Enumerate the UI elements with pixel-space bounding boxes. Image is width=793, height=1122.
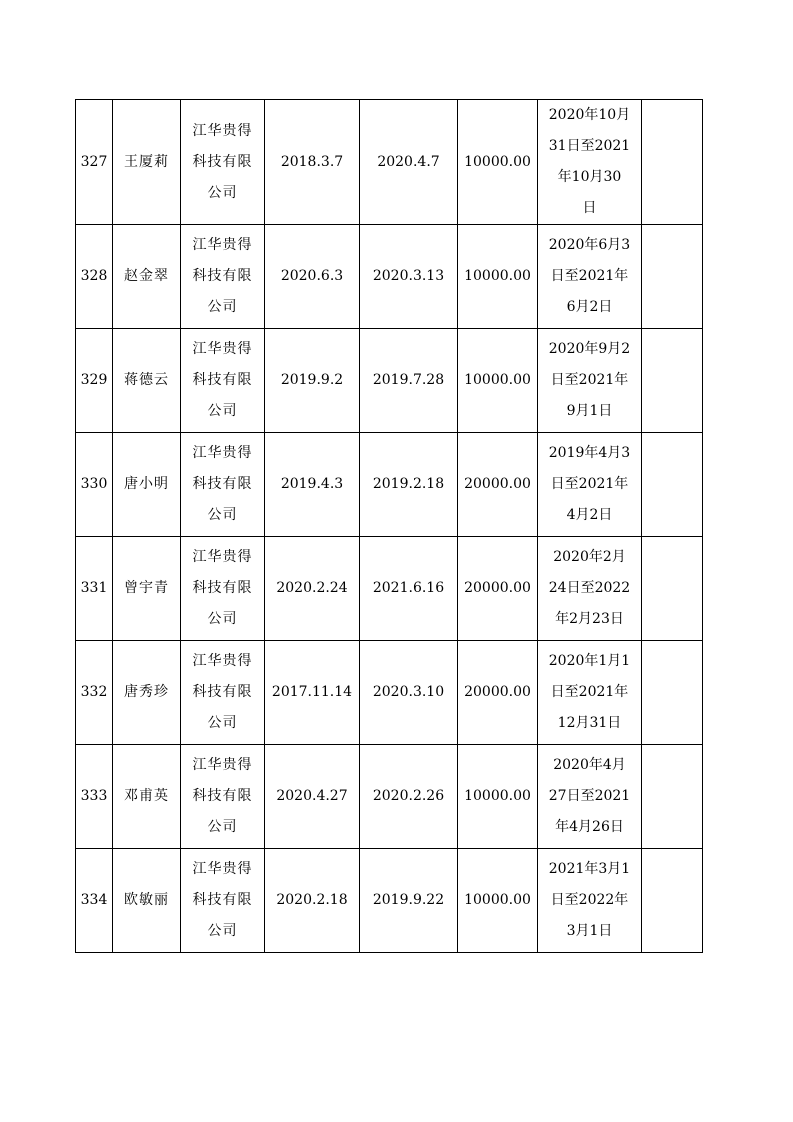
date-cell-1: 2020.4.27 (265, 745, 360, 849)
period-cell (538, 537, 642, 641)
note-cell (642, 641, 703, 745)
date-cell-1: 2020.2.18 (265, 849, 360, 953)
period-cell (538, 329, 642, 433)
row-number-cell: 328 (76, 225, 113, 329)
period-line: 3月1日 (566, 923, 613, 939)
row-number-cell: 330 (76, 433, 113, 537)
period-line: 2020年10月 (548, 107, 631, 123)
date-cell-2: 2020.3.10 (360, 641, 458, 745)
row-number-cell: 329 (76, 329, 113, 433)
period-cell (538, 225, 642, 329)
company-line: 江华贵得 (192, 122, 253, 139)
table-row (76, 849, 703, 953)
note-cell (642, 433, 703, 537)
person-name-cell: 赵金翠 (113, 225, 181, 329)
company-line: 公司 (207, 507, 238, 523)
row-number-cell: 333 (76, 745, 113, 849)
period-cell (538, 100, 642, 225)
period-line: 日至2021年 (550, 372, 629, 388)
amount-cell: 10000.00 (458, 745, 538, 849)
amount-cell: 10000.00 (458, 100, 538, 225)
company-cell (181, 745, 265, 849)
note-cell (642, 329, 703, 433)
company-cell (181, 433, 265, 537)
period-cell (538, 745, 642, 849)
company-line: 公司 (207, 819, 238, 835)
records-table-body (76, 100, 703, 953)
note-cell (642, 745, 703, 849)
company-cell (181, 329, 265, 433)
company-cell (181, 100, 265, 225)
amount-cell: 20000.00 (458, 641, 538, 745)
date-cell-1: 2019.4.3 (265, 433, 360, 537)
period-line: 2019年4月3 (548, 445, 631, 461)
period-line: 9月1日 (566, 403, 613, 419)
company-line: 公司 (207, 403, 238, 419)
period-line: 2020年4月 (553, 757, 626, 773)
company-line: 江华贵得 (192, 237, 253, 253)
note-cell (642, 849, 703, 953)
company-line: 江华贵得 (192, 653, 253, 669)
row-number-cell: 327 (76, 100, 113, 225)
period-line: 2020年9月2 (548, 341, 631, 357)
period-line: 2020年1月1 (548, 653, 631, 669)
person-name-cell: 邓甫英 (113, 745, 181, 849)
period-line: 年4月26日 (555, 819, 624, 835)
date-cell-1: 2018.3.7 (265, 100, 360, 225)
period-line: 27日至2021 (548, 788, 631, 804)
period-line: 日至2021年 (550, 268, 629, 284)
period-line: 31日至2021 (548, 138, 631, 154)
period-line: 年2月23日 (555, 611, 624, 627)
date-cell-2: 2021.6.16 (360, 537, 458, 641)
company-line: 公司 (207, 299, 238, 315)
person-name-cell: 曾宇青 (113, 537, 181, 641)
table-row (76, 641, 703, 745)
period-line: 日至2022年 (550, 892, 629, 908)
period-line: 年10月30 (557, 169, 622, 185)
date-cell-2: 2019.7.28 (360, 329, 458, 433)
company-line: 科技有限 (192, 372, 253, 388)
table-row (76, 329, 703, 433)
company-line: 科技有限 (192, 684, 253, 700)
company-cell (181, 537, 265, 641)
period-line: 2020年2月 (553, 549, 626, 565)
table-row (76, 433, 703, 537)
company-line: 江华贵得 (192, 861, 253, 877)
note-cell (642, 537, 703, 641)
person-name-cell: 唐秀珍 (113, 641, 181, 745)
company-cell (181, 225, 265, 329)
period-line: 4月2日 (566, 507, 613, 523)
company-line: 科技有限 (192, 153, 253, 170)
period-line: 6月2日 (566, 299, 613, 315)
person-name-cell: 欧敏丽 (113, 849, 181, 953)
company-line: 江华贵得 (192, 757, 253, 773)
period-cell (538, 849, 642, 953)
period-line: 24日至2022 (548, 580, 631, 596)
person-name-cell: 蒋德云 (113, 329, 181, 433)
period-line: 日 (582, 200, 597, 216)
row-number-cell: 334 (76, 849, 113, 953)
company-line: 科技有限 (192, 476, 253, 492)
company-cell (181, 849, 265, 953)
period-line: 日至2021年 (550, 684, 629, 700)
amount-cell: 10000.00 (458, 329, 538, 433)
table-row (76, 537, 703, 641)
company-line: 公司 (207, 715, 238, 731)
date-cell-1: 2019.9.2 (265, 329, 360, 433)
date-cell-1: 2020.2.24 (265, 537, 360, 641)
company-line: 江华贵得 (192, 341, 253, 357)
row-number-cell: 332 (76, 641, 113, 745)
records-table (75, 99, 703, 953)
company-line: 公司 (207, 611, 238, 627)
date-cell-2: 2020.4.7 (360, 100, 458, 225)
date-cell-1: 2020.6.3 (265, 225, 360, 329)
amount-cell: 20000.00 (458, 433, 538, 537)
note-cell (642, 225, 703, 329)
amount-cell: 10000.00 (458, 225, 538, 329)
person-name-cell: 王厦莉 (113, 100, 181, 225)
company-line: 科技有限 (192, 268, 253, 284)
table-row (76, 225, 703, 329)
company-line: 公司 (207, 923, 238, 939)
date-cell-2: 2019.2.18 (360, 433, 458, 537)
date-cell-1: 2017.11.14 (265, 641, 360, 745)
table-row (76, 100, 703, 225)
company-line: 公司 (207, 184, 238, 201)
period-line: 日至2021年 (550, 476, 629, 492)
company-line: 科技有限 (192, 892, 253, 908)
amount-cell: 20000.00 (458, 537, 538, 641)
company-line: 江华贵得 (192, 549, 253, 565)
date-cell-2: 2019.9.22 (360, 849, 458, 953)
note-cell (642, 100, 703, 225)
period-cell (538, 433, 642, 537)
company-line: 江华贵得 (192, 445, 253, 461)
date-cell-2: 2020.3.13 (360, 225, 458, 329)
period-cell (538, 641, 642, 745)
period-line: 12月31日 (557, 715, 622, 731)
amount-cell: 10000.00 (458, 849, 538, 953)
company-line: 科技有限 (192, 788, 253, 804)
period-line: 2021年3月1 (548, 861, 631, 877)
date-cell-2: 2020.2.26 (360, 745, 458, 849)
company-line: 科技有限 (192, 580, 253, 596)
table-row (76, 745, 703, 849)
company-cell (181, 641, 265, 745)
period-line: 2020年6月3 (548, 237, 631, 253)
row-number-cell: 331 (76, 537, 113, 641)
person-name-cell: 唐小明 (113, 433, 181, 537)
